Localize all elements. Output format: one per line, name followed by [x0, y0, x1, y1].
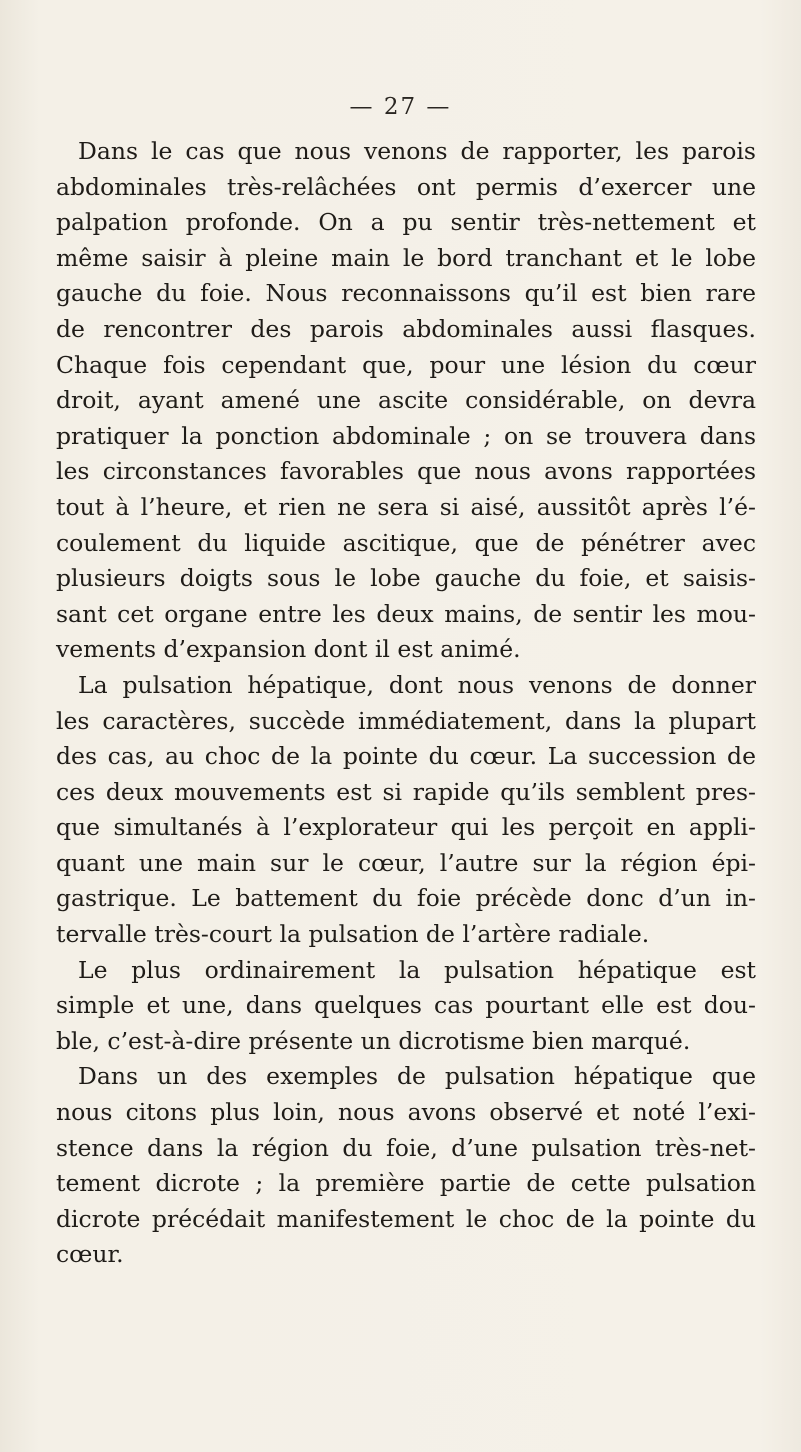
text-line: tervalle très-court la pulsation de l’artère radiale. [56, 920, 650, 949]
text-line: que simultanés à l’explorateur qui les perçoit en appli- [56, 813, 756, 842]
text-line: les caractères, succède immédiatement, dans la plupart [56, 706, 756, 735]
text-line: Le plus ordinairement la pulsation hépatique est [78, 955, 756, 984]
text-line: plusieurs doigts sous le lobe gauche du foie, et saisis- [56, 564, 756, 593]
body-text [56, 134, 756, 1273]
text-line: même saisir à pleine main le bord tranchant et le lobe [56, 243, 756, 272]
text-line: coulement du liquide ascitique, que de pénétrer avec [56, 528, 756, 557]
text-line: abdominales très-relâchées ont permis d’exercer une [56, 172, 756, 201]
text-line: simple et une, dans quelques cas pourtant elle est dou- [56, 991, 756, 1020]
text-line: Chaque fois cependant que, pour une lésion du cœur [56, 350, 756, 379]
page-number: — 27 — [349, 94, 452, 120]
text-line: tout à l’heure, et rien ne sera si aisé, aussitôt après l’é- [56, 492, 756, 521]
text-line: pratiquer la ponction abdominale ; on se trouvera dans [56, 421, 756, 450]
text-line: stence dans la région du foie, d’une pulsation très-net- [56, 1133, 756, 1162]
text-line: dicrote précédait manifestement le choc de la pointe du [56, 1204, 756, 1233]
text-line: quant une main sur le cœur, l’autre sur la région épi- [56, 848, 756, 877]
text-line: nous citons plus loin, nous avons observé et noté l’exi- [56, 1098, 756, 1127]
text-line: palpation profonde. On a pu sentir très-nettement et [56, 208, 756, 237]
text-line: des cas, au choc de la pointe du cœur. La succession de [56, 742, 756, 771]
text-line: ble, c’est-à-dire présente un dicrotisme bien marqué. [56, 1026, 691, 1055]
text-line: Dans un des exemples de pulsation hépatique que [78, 1062, 756, 1091]
text-line: Dans le cas que nous venons de rapporter, les parois [78, 137, 756, 165]
text-line: ces deux mouvements est si rapide qu’ils semblent pres- [56, 777, 756, 806]
text-line: les circonstances favorables que nous avons rapportées [56, 457, 756, 486]
text-line: sant cet organe entre les deux mains, de sentir les mou- [56, 599, 756, 628]
text-line: La pulsation hépatique, dont nous venons de donner [78, 670, 756, 699]
text-line: gastrique. Le battement du foie précède donc d’un in- [56, 884, 756, 913]
text-line: cœur. [56, 1240, 124, 1269]
text-line: droit, ayant amené une ascite considérable, on devra [56, 386, 756, 415]
text-line: tement dicrote ; la première partie de cette pulsation [56, 1169, 756, 1198]
text-line: de rencontrer des parois abdominales aussi flasques. [56, 314, 756, 343]
text-line: gauche du foie. Nous reconnaissons qu’il est bien rare [56, 279, 756, 308]
text-line: vements d’expansion dont il est animé. [56, 635, 521, 664]
